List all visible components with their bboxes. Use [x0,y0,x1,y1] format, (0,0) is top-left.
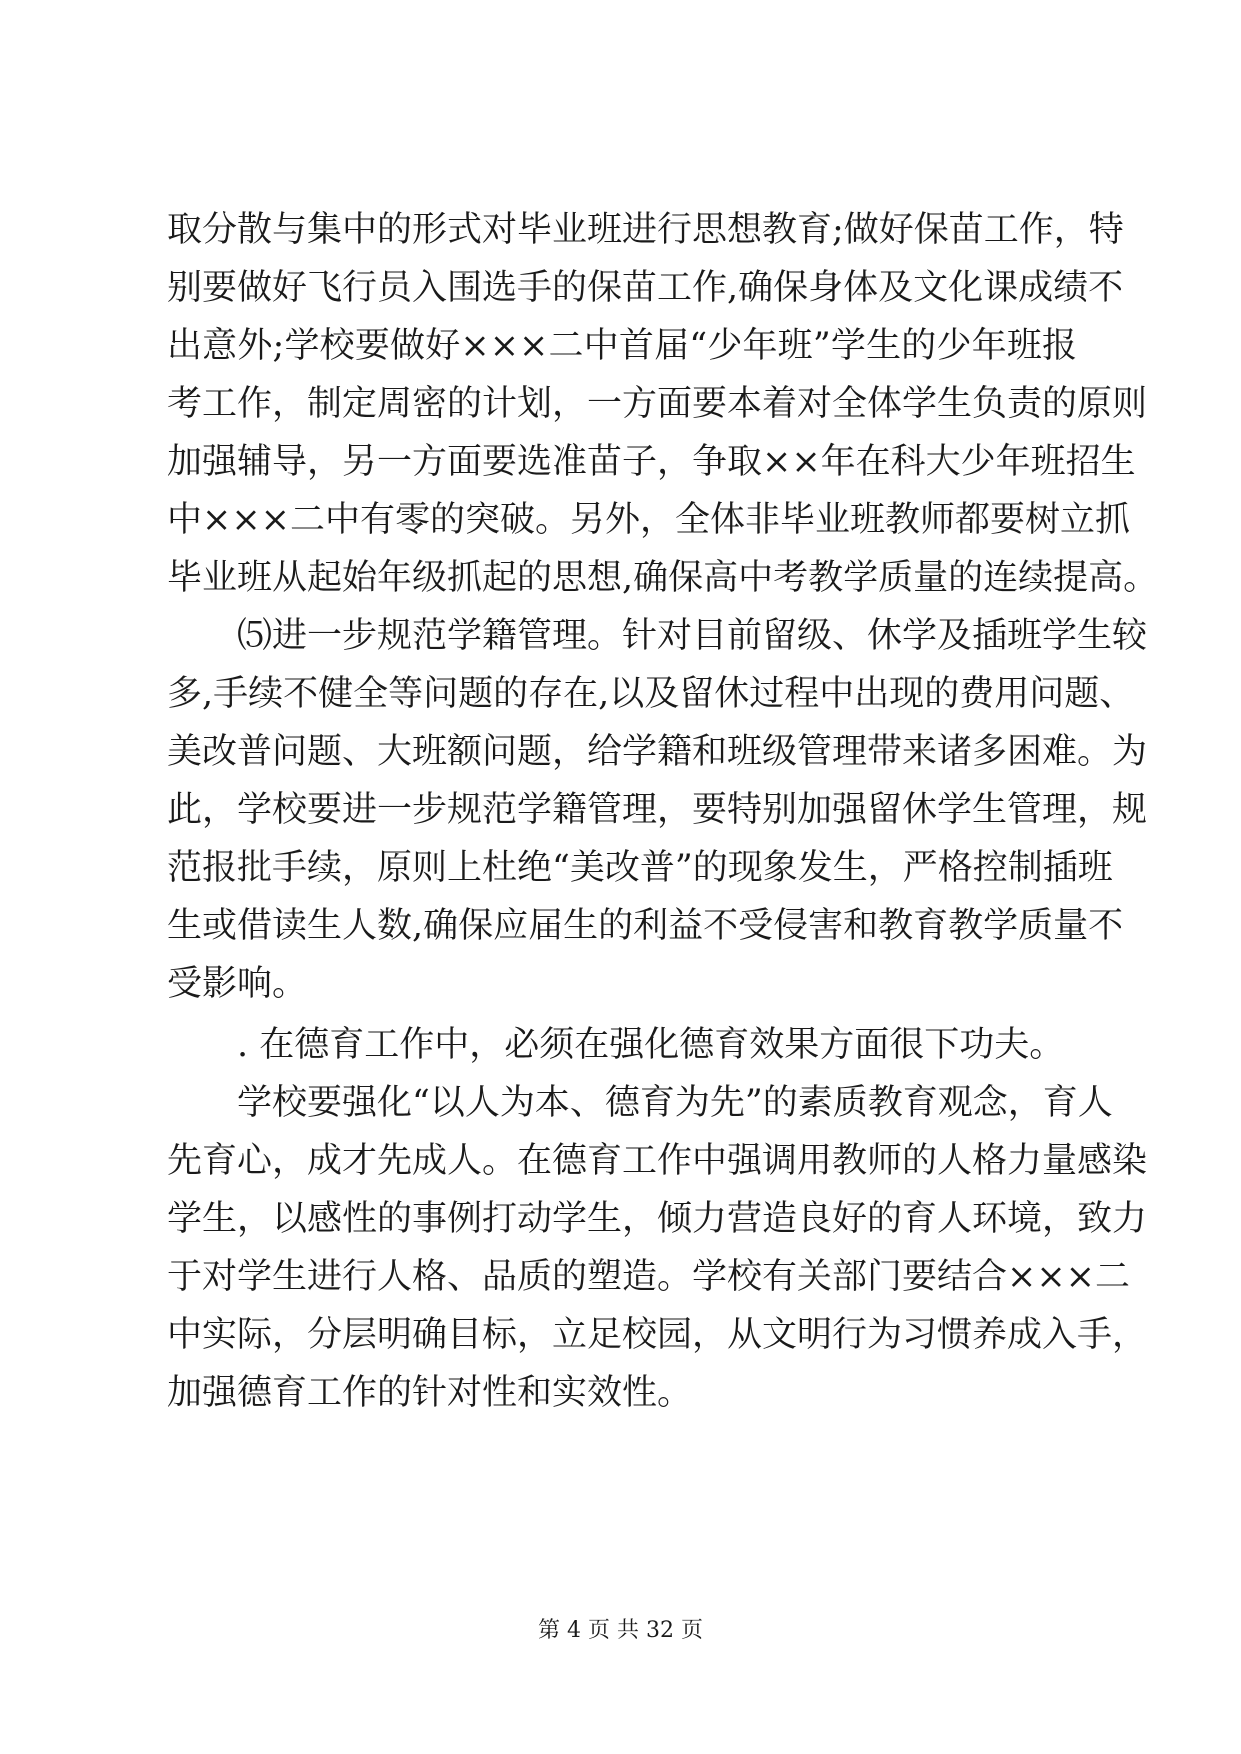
body-line: 取分散与集中的形式对毕业班进行思想教育;做好保苗工作，特 [167,210,1124,250]
body-line: 多,手续不健全等问题的存在,以及留休过程中出现的费用问题、 [167,674,1135,714]
body-line: 范报批手续，原则上杜绝“美改普”的现象发生，严格控制插班 [167,848,1113,888]
body-line: 考工作，制定周密的计划，一方面要本着对全体学生负责的原则 [167,384,1148,424]
body-line: 出意外;学校要做好×××二中首届“少年班”学生的少年班报 [167,326,1077,366]
body-line: 此，学校要进一步规范学籍管理，要特别加强留休学生管理，规 [167,790,1148,830]
body-line: 生或借读生人数,确保应届生的利益不受侵害和教育教学质量不 [167,906,1124,946]
body-line: 加强辅导，另一方面要选准苗子，争取××年在科大少年班招生 [167,442,1136,482]
body-line: 美改普问题、大班额问题，给学籍和班级管理带来诸多困难。为 [167,732,1148,772]
paragraph-start-line: ⑸进一步规范学籍管理。针对目前留级、休学及插班学生较 [237,616,1148,656]
paragraph-end-line: 加强德育工作的针对性和实效性。 [167,1373,693,1413]
paragraph-end-line: 受影响。 [167,964,308,1004]
body-line: 别要做好飞行员入围选手的保苗工作,确保身体及文化课成绩不 [167,268,1124,308]
page-number-footer: 第 4 页 共 32 页 [538,1618,703,1643]
body-line: 中实际，分层明确目标，立足校园，从文明行为习惯养成入手， [167,1315,1148,1355]
body-line: 学生，以感性的事例打动学生，倾力营造良好的育人环境，致力 [167,1199,1148,1239]
body-line: 于对学生进行人格、品质的塑造。学校有关部门要结合×××二 [167,1257,1130,1297]
body-line: 毕业班从起始年级抓起的思想,确保高中考教学质量的连续提高。 [167,558,1159,598]
body-line: 先育心，成才先成人。在德育工作中强调用教师的人格力量感染 [167,1141,1148,1181]
body-line: 中×××二中有零的突破。另外，全体非毕业班教师都要树立抓 [167,500,1130,540]
section-heading: . 在德育工作中，必须在强化德育效果方面很下功夫。 [237,1025,1065,1065]
paragraph-start-line: 学校要强化“以人为本、德育为先”的素质教育观念，育人 [237,1083,1113,1123]
